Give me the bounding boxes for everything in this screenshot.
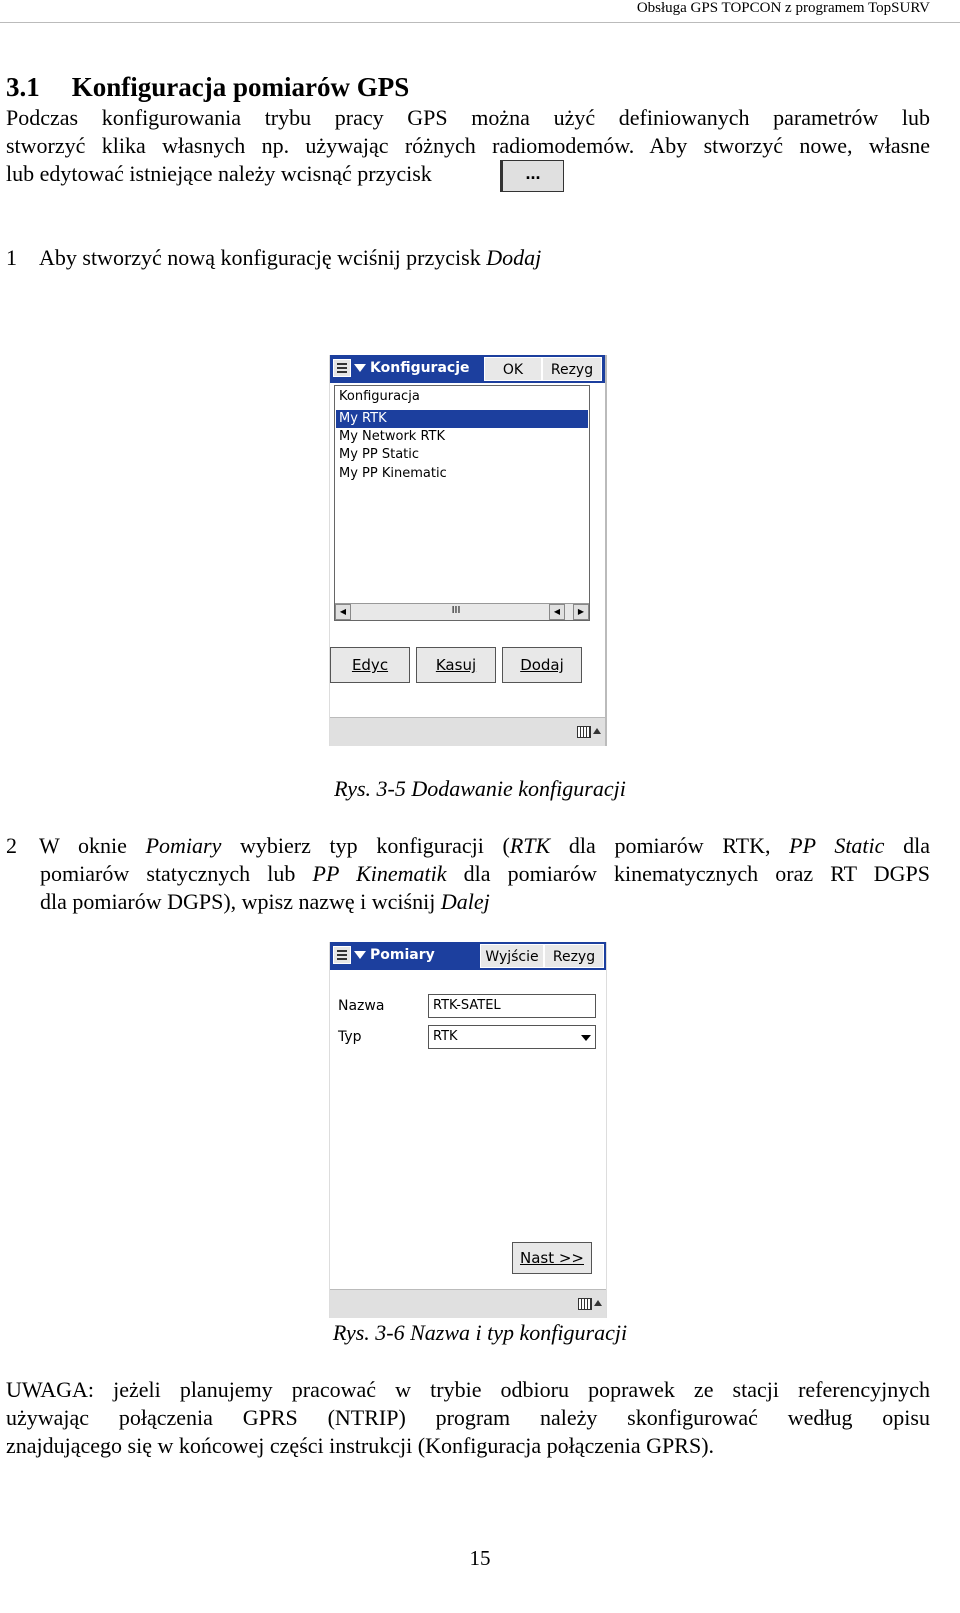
section-title: Konfiguracja pomiarów GPS <box>71 72 410 102</box>
edit-button[interactable]: Edyc <box>330 647 410 683</box>
text: dla pomiarów kinematycznych oraz RT DGPS <box>446 861 930 886</box>
next-button[interactable]: Nast >> <box>512 1242 592 1274</box>
text: dla pomiarów RTK, <box>550 833 790 858</box>
step-2-number: 2 <box>6 833 17 858</box>
status-bar <box>330 1289 606 1318</box>
status-bar <box>330 717 605 746</box>
step-1-number: 1 <box>6 245 17 270</box>
ellipsis-button-image: ... <box>500 160 564 192</box>
input-panel-arrow-icon[interactable] <box>593 728 601 734</box>
cancel-button[interactable]: Rezyg <box>542 357 602 381</box>
ok-button[interactable]: OK <box>484 357 542 381</box>
type-select-value: RTK <box>433 1029 458 1044</box>
intro-line-1: Podczas konfigurowania trybu pracy GPS można użyć definiowanych parametrów lub <box>6 105 930 130</box>
konfiguracje-screen <box>329 355 607 746</box>
keyboard-icon[interactable] <box>578 1298 592 1310</box>
text: W oknie <box>39 833 146 858</box>
menu-icon[interactable] <box>333 359 351 377</box>
title-bar <box>330 942 606 970</box>
cancel-button[interactable]: Rezyg <box>544 944 604 968</box>
note-line-3: znajdującego się w końcowej części instrukcji (Konfiguracja połączenia GPRS). <box>6 1433 715 1458</box>
em-pp-kinematik: PP Kinematik <box>312 861 447 886</box>
note-line-1: UWAGA: jeżeli planujemy pracować w trybie odbioru poprawek ze stacji referencyjnych <box>6 1377 930 1402</box>
delete-button[interactable]: Kasuj <box>416 647 496 683</box>
scroll-thumb[interactable]: III <box>451 605 461 616</box>
step-1-emphasis: Dodaj <box>486 245 542 270</box>
running-header: Obsługa GPS TOPCON z programem TopSURV <box>636 0 930 16</box>
screen-title: Konfiguracje <box>370 360 470 376</box>
em-pp-static: PP Static <box>789 833 885 858</box>
type-label: Typ <box>338 1029 362 1045</box>
name-label: Nazwa <box>338 998 385 1014</box>
list-item-my-rtk[interactable]: My RTK <box>336 410 588 428</box>
step-1 <box>6 244 541 272</box>
em-pomiary: Pomiary <box>145 833 222 858</box>
step-2-line-3 <box>40 888 490 916</box>
step-2-line-2 <box>40 860 930 888</box>
list-item-my-pp-static[interactable]: My PP Static <box>339 447 420 462</box>
section-number: 3.1 <box>6 72 40 102</box>
screen-title: Pomiary <box>370 947 435 963</box>
intro-line-2: stworzyć klika własnych np. używając różnych radiomodemów. Aby stworzyć nowe, własne <box>6 133 930 158</box>
list-item-my-pp-kinematic[interactable]: My PP Kinematic <box>339 466 447 481</box>
exit-button[interactable]: Wyjście <box>480 944 544 968</box>
scroll-left-end-icon[interactable]: ◀ <box>549 604 565 620</box>
figure-1-caption: Rys. 3-5 Dodawanie konfiguracji <box>334 776 626 801</box>
chevron-down-icon <box>581 1035 591 1041</box>
dropdown-arrow-icon[interactable] <box>354 364 366 372</box>
note-line-2: używając połączenia GPRS (NTRIP) program należy skonfigurować według opisu <box>6 1405 930 1430</box>
em-rtk: RTK <box>509 833 551 858</box>
em-dalej: Dalej <box>440 889 490 914</box>
figure-2-caption: Rys. 3-6 Nazwa i typ konfiguracji <box>332 1320 628 1345</box>
page-number: 15 <box>469 1546 491 1570</box>
step-2-line-1 <box>6 832 930 860</box>
text: pomiarów statycznych lub <box>40 861 313 886</box>
add-button[interactable]: Dodaj <box>502 647 582 683</box>
type-select[interactable] <box>428 1025 596 1049</box>
title-bar <box>330 355 605 383</box>
text: dla pomiarów DGPS), wpisz nazwę i wciśnij <box>40 889 441 914</box>
input-panel-arrow-icon[interactable] <box>594 1300 602 1306</box>
name-input[interactable]: RTK-SATEL <box>428 994 596 1018</box>
menu-icon[interactable] <box>333 946 351 964</box>
configuration-list[interactable] <box>334 385 590 621</box>
scroll-right-icon[interactable]: ▶ <box>573 604 589 620</box>
text: dla <box>884 833 930 858</box>
scroll-left-icon[interactable]: ◀ <box>335 604 351 620</box>
dropdown-arrow-icon[interactable] <box>354 951 366 959</box>
horizontal-scrollbar[interactable] <box>335 603 589 620</box>
list-item-my-network-rtk[interactable]: My Network RTK <box>339 429 446 444</box>
keyboard-icon[interactable] <box>577 726 591 738</box>
header-rule <box>0 22 960 23</box>
pomiary-screen <box>329 942 607 1318</box>
intro-line-3: lub edytować istniejące należy wcisnąć przycisk <box>6 161 432 186</box>
text: wybierz typ konfiguracji ( <box>221 833 510 858</box>
step-1-text: Aby stworzyć nową konfigurację wciśnij przycisk <box>39 245 487 270</box>
list-header: Konfiguracja <box>339 389 420 404</box>
section-heading <box>6 72 409 103</box>
